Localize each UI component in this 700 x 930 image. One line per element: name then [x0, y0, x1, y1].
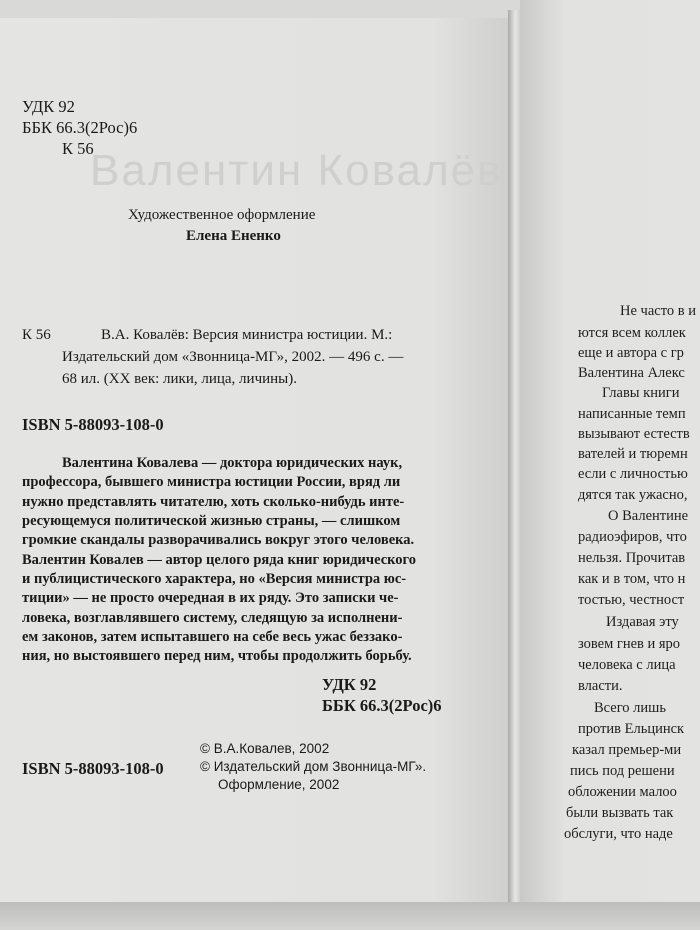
isbn: ISBN 5-88093-108-0: [22, 415, 164, 434]
right-page-line: власти.: [578, 678, 623, 694]
k-code: К 56: [62, 139, 94, 158]
annotation-line: громкие скандалы разворачивались вокруг этого человека.: [22, 532, 415, 548]
right-page-line: вателей и тюремн: [578, 446, 688, 462]
right-page-line: Издавая эту: [606, 614, 679, 630]
biblio-line: 68 ил. (XX век: лики, лица, личины).: [62, 371, 297, 387]
right-page-line: казал премьер-ми: [572, 742, 682, 758]
annotation-line: профессора, бывшего министра юстиции России, вряд ли: [22, 474, 401, 490]
annotation-line: ния, но выстоявшего перед ним, чтобы продолжить борьбу.: [22, 648, 412, 664]
annotation-line: ловека, возглавлявшего систему, следящую за исполнени-: [22, 610, 403, 626]
right-page-line: человека с лица: [578, 657, 676, 673]
annotation-line: и публицистического характера, но «Версия министра юс-: [22, 571, 407, 587]
biblio-line: В.А. Ковалёв: Версия министра юстиции. М.:: [101, 327, 393, 343]
right-page-line: еще и автора с гр: [578, 345, 684, 361]
right-page-line: Всего лишь: [594, 700, 666, 716]
copyright-author: © В.А.Ковалев, 2002: [200, 741, 330, 756]
right-page-line: обложении малоо: [568, 784, 677, 800]
right-page-line: Не часто в и: [620, 303, 696, 319]
right-page-line: радиоэфиров, что: [578, 529, 687, 545]
right-page-line: вызывают естеств: [578, 426, 690, 442]
right-page-line: дятся так ужасно,: [578, 487, 688, 503]
annotation-line: ресующемуся политической жизнью страны, — слишком: [22, 513, 401, 529]
bbk-code-bottom: ББК 66.3(2Рос)6: [322, 696, 442, 715]
annotation-line: тиции» — не просто очередная в их ряду. Это записки че-: [22, 590, 399, 606]
right-page-line: если с личностью: [578, 466, 688, 482]
biblio-line: Издательский дом «Звонница-МГ», 2002. — 496 с. —: [62, 349, 404, 365]
right-page-line: как и в том, что н: [578, 571, 686, 587]
right-page-line: ются всем коллек: [578, 325, 686, 341]
surface-shadow: [0, 902, 700, 930]
show-through-author: Валентин Ковалёв: [90, 146, 503, 195]
annotation-line: Валентин Ковалев — автор целого ряда книг юридического: [22, 552, 417, 568]
annotation-line: Валентина Ковалева — доктора юридических наук,: [62, 455, 403, 471]
right-page-line: зовем гнев и яро: [578, 636, 681, 652]
right-page-line: тостью, честност: [578, 592, 685, 608]
copyright-publisher: © Издательский дом Звонница-МГ».: [200, 759, 427, 774]
left-page: [0, 18, 508, 904]
right-page-line: были вызвать так: [566, 805, 674, 821]
right-page-line: пись под решени: [570, 763, 675, 779]
right-page-line: Валентина Алекс: [578, 365, 685, 381]
right-page-line: нельзя. Прочитав: [578, 550, 686, 566]
design-label: Художественное оформление: [128, 207, 316, 223]
right-page-line: против Ельцинск: [578, 721, 685, 737]
copyright-design: Оформление, 2002: [218, 777, 340, 792]
bbk-code: ББК 66.3(2Рос)6: [22, 118, 138, 137]
udk-code: УДК 92: [22, 97, 75, 116]
design-name: Елена Ененко: [186, 228, 281, 244]
right-page-line: обслуги, что наде: [564, 826, 673, 842]
udk-code-bottom: УДК 92: [322, 675, 377, 694]
annotation-line: нужно представлять читателю, хоть сколько-нибудь инте-: [22, 494, 405, 510]
right-page-line: написанные темп: [578, 406, 686, 422]
isbn-bottom: ISBN 5-88093-108-0: [22, 759, 164, 778]
right-page-line: О Валентине: [608, 508, 689, 524]
annotation-line: ем законов, затем испытавшего на себе весь ужас беззако-: [22, 629, 403, 645]
right-page-line: Главы книги: [602, 385, 680, 401]
right-page: [520, 0, 700, 930]
biblio-code: К 56: [22, 327, 51, 343]
